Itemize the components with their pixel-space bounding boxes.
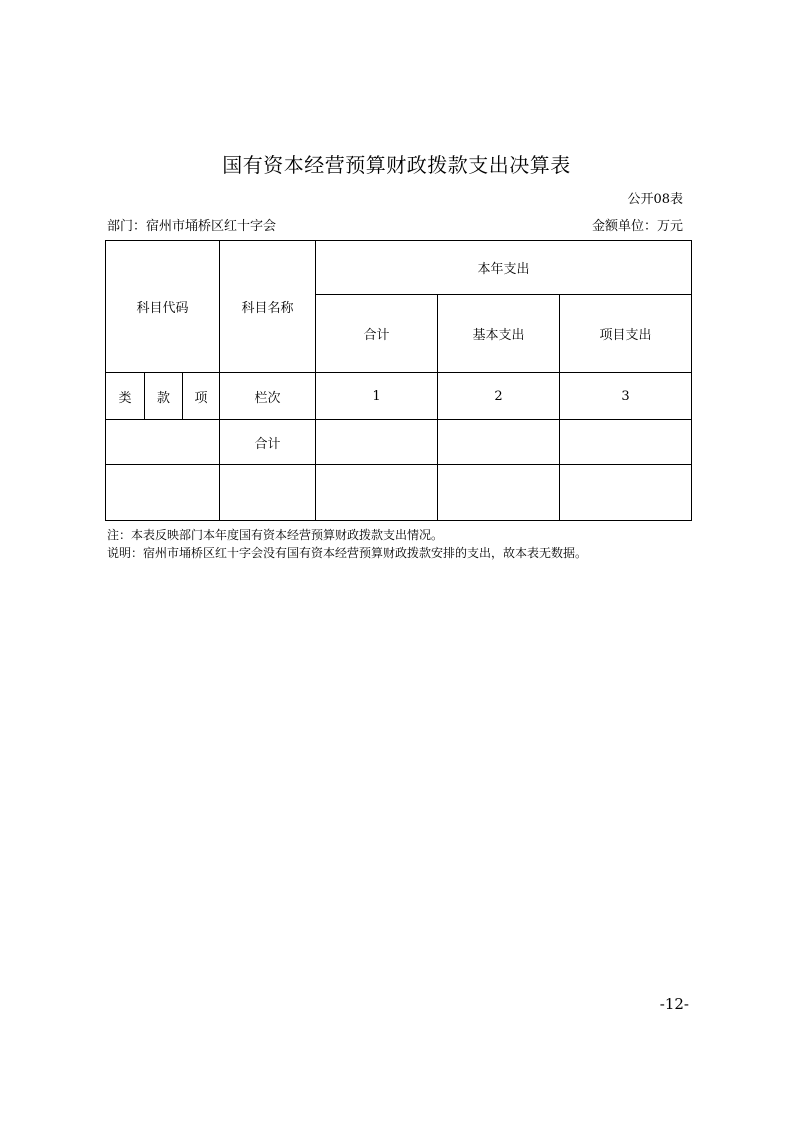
total-header: 合计 bbox=[316, 295, 438, 373]
total-row-code bbox=[106, 420, 220, 465]
col2-cell: 2 bbox=[438, 373, 560, 420]
header-row-1 bbox=[106, 241, 692, 295]
subject-name-header: 科目名称 bbox=[220, 241, 316, 373]
page-title: 国有资本经营预算财政拨款支出决算表 bbox=[222, 153, 571, 177]
total-row bbox=[106, 420, 692, 465]
empty-row-value-3 bbox=[560, 465, 692, 521]
total-row-value-1 bbox=[316, 420, 438, 465]
total-row-value-3 bbox=[560, 420, 692, 465]
notes bbox=[107, 526, 587, 562]
index-row bbox=[106, 373, 692, 420]
note-line: 注：本表反映部门本年度国有资本经营预算财政拨款支出情况。 bbox=[107, 528, 444, 542]
subject-code-header: 科目代码 bbox=[106, 241, 220, 373]
empty-row-name bbox=[220, 465, 316, 521]
empty-row-value-1 bbox=[316, 465, 438, 521]
basic-expense-header: 基本支出 bbox=[438, 295, 560, 373]
column-index-cell: 栏次 bbox=[220, 373, 316, 420]
unit-label: 金额单位：万元 bbox=[591, 219, 683, 234]
page-number: -12- bbox=[659, 995, 689, 1013]
form-code: 公开08表 bbox=[627, 192, 683, 207]
empty-row bbox=[106, 465, 692, 521]
category-cell: 类 bbox=[106, 373, 145, 420]
current-year-expense-header: 本年支出 bbox=[316, 241, 692, 295]
section-cell: 款 bbox=[145, 373, 183, 420]
expense-table bbox=[105, 240, 692, 521]
department-label: 部门：宿州市埇桥区红十字会 bbox=[107, 219, 277, 234]
total-row-label: 合计 bbox=[220, 420, 316, 465]
item-cell: 项 bbox=[183, 373, 220, 420]
empty-row-value-2 bbox=[438, 465, 560, 521]
empty-row-code bbox=[106, 465, 220, 521]
project-expense-header: 项目支出 bbox=[560, 295, 692, 373]
total-row-value-2 bbox=[438, 420, 560, 465]
col1-cell: 1 bbox=[316, 373, 438, 420]
col3-cell: 3 bbox=[560, 373, 692, 420]
explanation-line: 说明：宿州市埇桥区红十字会没有国有资本经营预算财政拨款安排的支出，故本表无数据。 bbox=[107, 546, 588, 560]
